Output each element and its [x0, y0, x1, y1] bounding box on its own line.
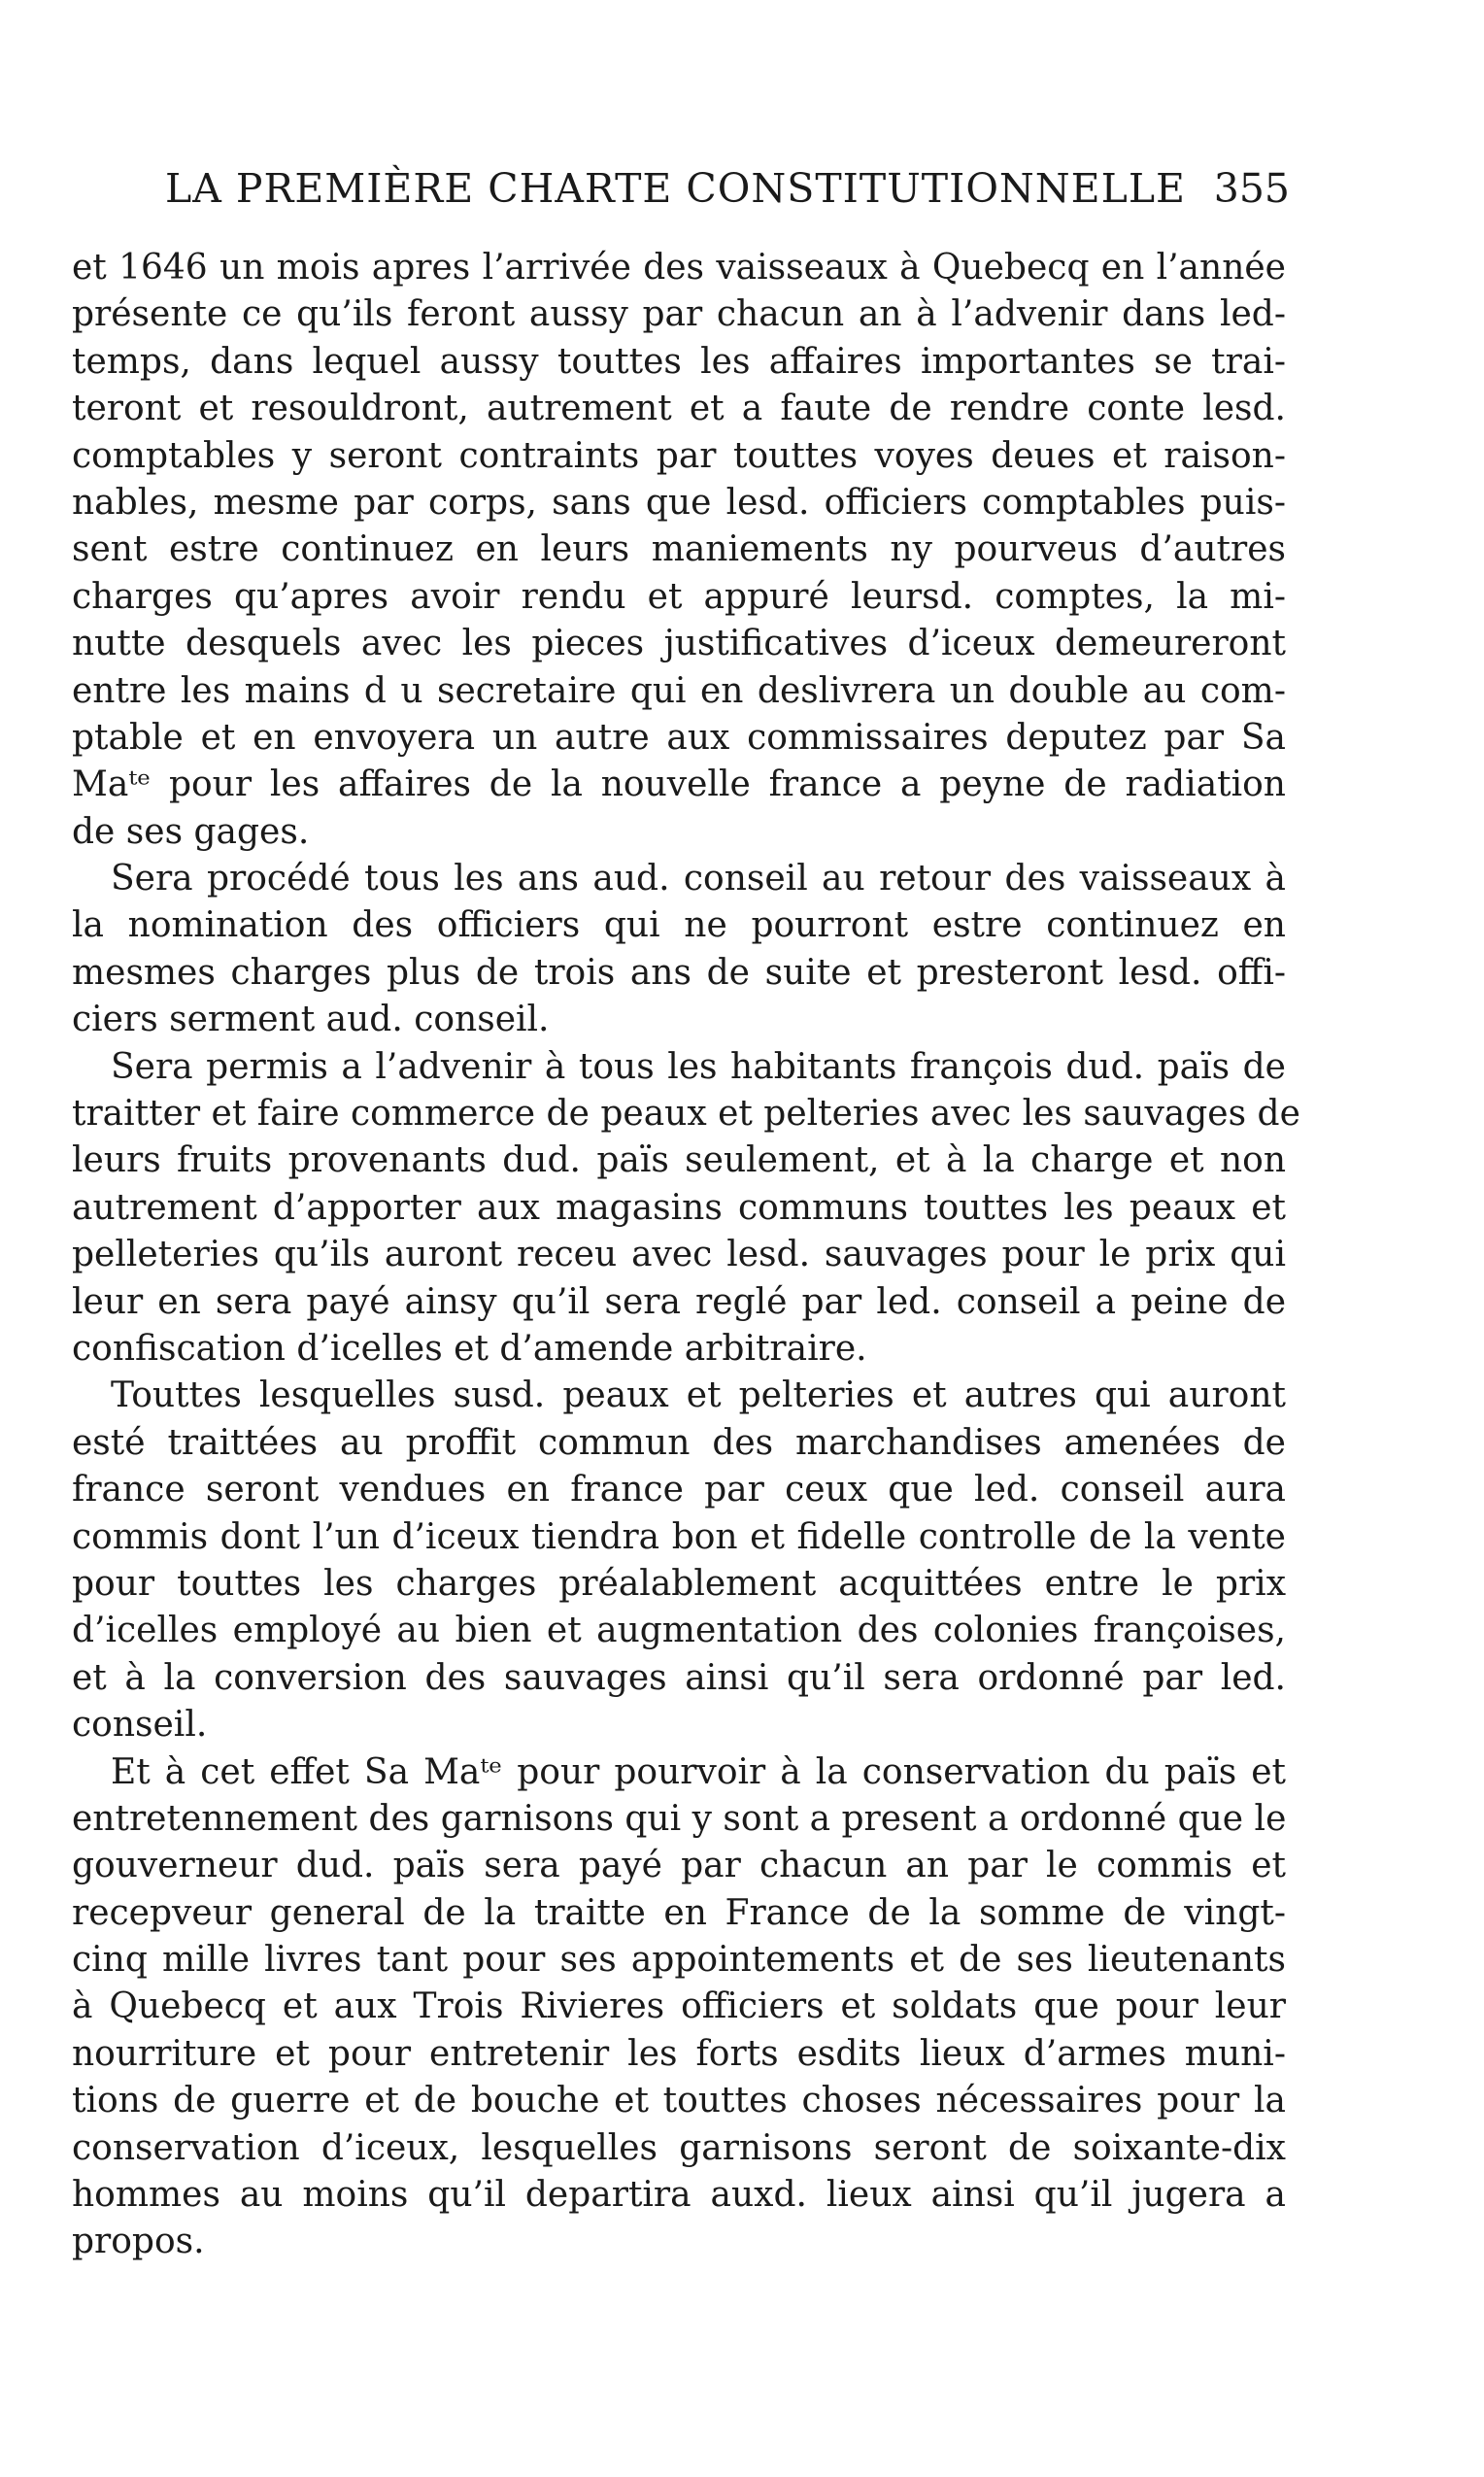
running-title: LA PREMIÈRE CHARTE CONSTITUTIONNELLE [165, 165, 1186, 212]
text-line: commis dont l’un d’iceux tiendra bon et fidelle controlle de la vente [72, 1516, 1286, 1557]
text-line: autrement d’apporter aux magasins communs touttes les peaux et [72, 1187, 1286, 1228]
running-head [78, 165, 1290, 223]
text-line: charges qu’apres avoir rendu et appuré leursd. comptes, la mi- [72, 576, 1286, 617]
text-line: temps, dans lequel aussy touttes les affaires importantes se trai- [72, 341, 1286, 382]
text-line: nutte desquels avec les pieces justificatives d’iceux demeureront [72, 624, 1286, 664]
text-line: ptable et en envoyera un autre aux commissaires deputez par Sa [72, 717, 1286, 758]
text-line: france seront vendues en france par ceux que led. conseil aura [72, 1470, 1286, 1510]
text-line: recepveur general de la traitte en France de la somme de vingt- [72, 1892, 1286, 1933]
text-line: sent estre continuez en leurs maniements ny pourveus d’autres [72, 529, 1286, 570]
body-text [72, 245, 1300, 2266]
text-line: nourriture et pour entretenir les forts esdits lieux d’armes muni- [72, 2033, 1286, 2074]
text-line: esté traittées au proffit commun des marchandises amenées de [72, 1422, 1286, 1463]
text-line: Sera procédé tous les ans aud. conseil au retour des vaisseaux à [111, 859, 1286, 899]
text-line: pelleteries qu’ils auront receu avec lesd. sauvages pour le prix qui [72, 1235, 1286, 1275]
text-line: conservation d’iceux, lesquelles garnisons seront de soixante-dix [72, 2127, 1286, 2168]
text-line: confiscation d’icelles et d’amende arbitraire. [72, 1328, 867, 1369]
page-number: 355 [1213, 165, 1290, 212]
text-line: Maᵗᵉ pour les affaires de la nouvelle france a peyne de radiation [72, 764, 1286, 805]
text-line: ciers serment aud. conseil. [72, 1000, 550, 1040]
text-line: propos. [72, 2222, 205, 2262]
text-line: conseil. [72, 1705, 208, 1746]
text-line: de ses gages. [72, 811, 310, 852]
text-line: traitter et faire commerce de peaux et pelteries avec les sauvages de [72, 1094, 1300, 1135]
text-line: leur en sera payé ainsy qu’il sera reglé par led. conseil a peine de [72, 1281, 1286, 1322]
text-line: entretennement des garnisons qui y sont a present a ordonné que le [72, 1798, 1287, 1839]
text-line: tions de guerre et de bouche et touttes choses nécessaires pour la [72, 2081, 1286, 2121]
text-line: et à la conversion des sauvages ainsi qu’il sera ordonné par led. [72, 1657, 1286, 1698]
text-line: Touttes lesquelles susd. peaux et pelteries et autres qui auront [111, 1375, 1286, 1416]
text-line: teront et resouldront, autrement et a faute de rendre conte lesd. [72, 389, 1286, 429]
text-line: pour touttes les charges préalablement acquittées entre le prix [72, 1563, 1286, 1604]
text-line: présente ce qu’ils feront aussy par chacun an à l’advenir dans led- [72, 294, 1286, 335]
text-line: leurs fruits provenants dud. païs seulement, et à la charge et non [72, 1140, 1286, 1181]
text-line: nables, mesme par corps, sans que lesd. officiers comptables puis- [72, 482, 1286, 523]
text-line: la nomination des officiers qui ne pourront estre continuez en [72, 905, 1286, 946]
text-line: Sera permis a l’advenir à tous les habitants françois dud. païs de [111, 1046, 1286, 1087]
text-line: mesmes charges plus de trois ans de suite et presteront lesd. offi- [72, 952, 1286, 993]
text-line: gouverneur dud. païs sera payé par chacun an par le commis et [72, 1846, 1286, 1886]
text-line: d’icelles employé au bien et augmentation des colonies françoises, [72, 1611, 1286, 1651]
text-line: comptables y seront contraints par touttes voyes deues et raison- [72, 435, 1286, 476]
text-line: et 1646 un mois apres l’arrivée des vaisseaux à Quebecq en l’année [72, 248, 1286, 288]
text-line: à Quebecq et aux Trois Rivieres officiers et soldats que pour leur [72, 1986, 1286, 2027]
text-line: cinq mille livres tant pour ses appointements et de ses lieutenants [72, 1940, 1286, 1981]
text-line: entre les mains d u secretaire qui en deslivrera un double au com- [72, 670, 1286, 711]
text-line: hommes au moins qu’il departira auxd. lieux ainsi qu’il jugera a [72, 2175, 1286, 2216]
text-line: Et à cet effet Sa Maᵗᵉ pour pourvoir à la conservation du païs et [111, 1751, 1286, 1792]
